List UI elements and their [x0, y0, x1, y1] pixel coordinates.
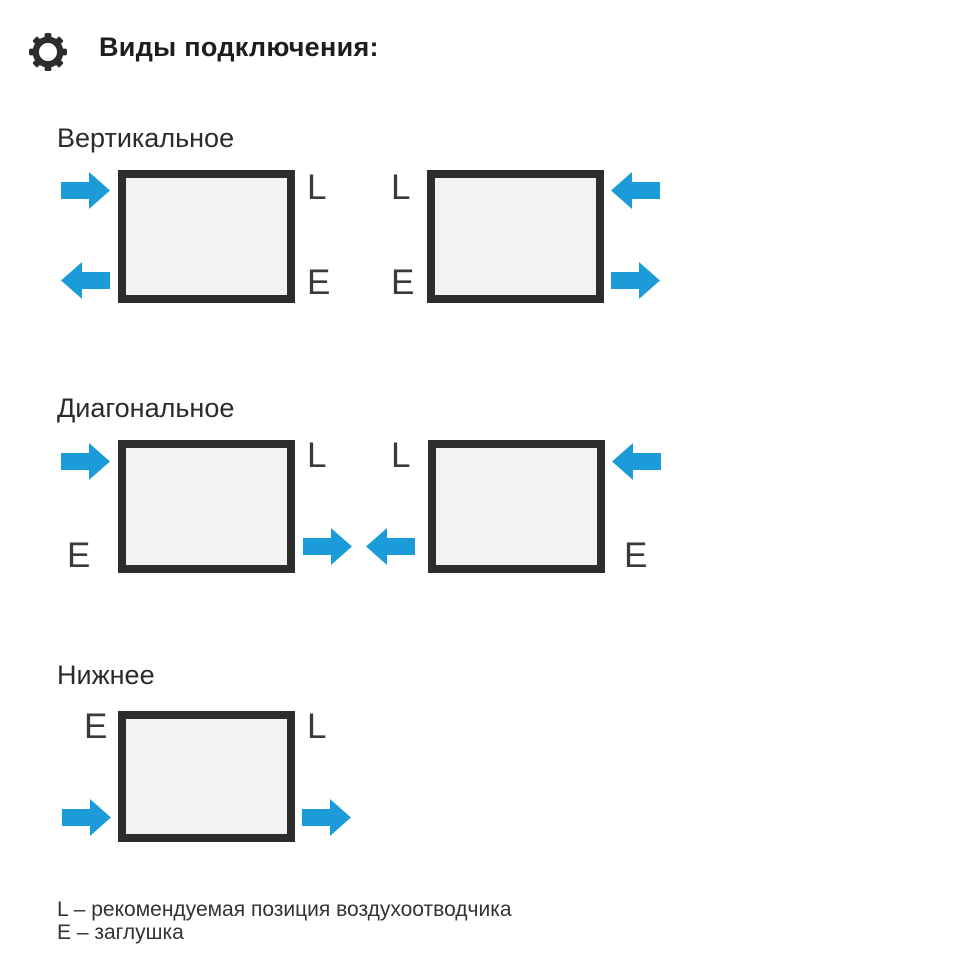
radiator-box — [118, 170, 295, 303]
arrow-left-icon — [366, 528, 415, 565]
port-label-e: E — [307, 263, 331, 302]
port-label-e: E — [84, 707, 108, 746]
arrow-right-icon — [61, 172, 110, 209]
port-label-l: L — [307, 168, 327, 207]
port-label-l: L — [307, 707, 327, 746]
section-title-bottom: Нижнее — [57, 660, 155, 690]
port-label-e: E — [391, 263, 415, 302]
port-label-l: L — [391, 436, 411, 475]
port-label-e: E — [624, 536, 648, 575]
gear-icon — [28, 32, 68, 72]
section-title-vertical: Вертикальное — [57, 123, 235, 153]
legend-line-l: L – рекомендуемая позиция воздухоотводчика — [57, 898, 512, 921]
section-title-diagonal: Диагональное — [57, 393, 235, 423]
radiator-box — [118, 440, 295, 573]
arrow-left-icon — [612, 443, 661, 480]
legend — [57, 898, 512, 944]
arrow-left-icon — [61, 262, 110, 299]
arrow-right-icon — [302, 799, 351, 836]
port-label-l: L — [391, 168, 411, 207]
port-label-e: E — [67, 536, 91, 575]
port-label-l: L — [307, 436, 327, 475]
arrow-right-icon — [61, 443, 110, 480]
radiator-box — [428, 440, 605, 573]
arrow-right-icon — [303, 528, 352, 565]
radiator-box — [118, 711, 295, 842]
legend-line-e: E – заглушка — [57, 921, 184, 944]
arrow-left-icon — [611, 172, 660, 209]
arrow-right-icon — [611, 262, 660, 299]
page-title: Виды подключения: — [99, 32, 379, 62]
arrow-right-icon — [62, 799, 111, 836]
radiator-box — [427, 170, 604, 303]
